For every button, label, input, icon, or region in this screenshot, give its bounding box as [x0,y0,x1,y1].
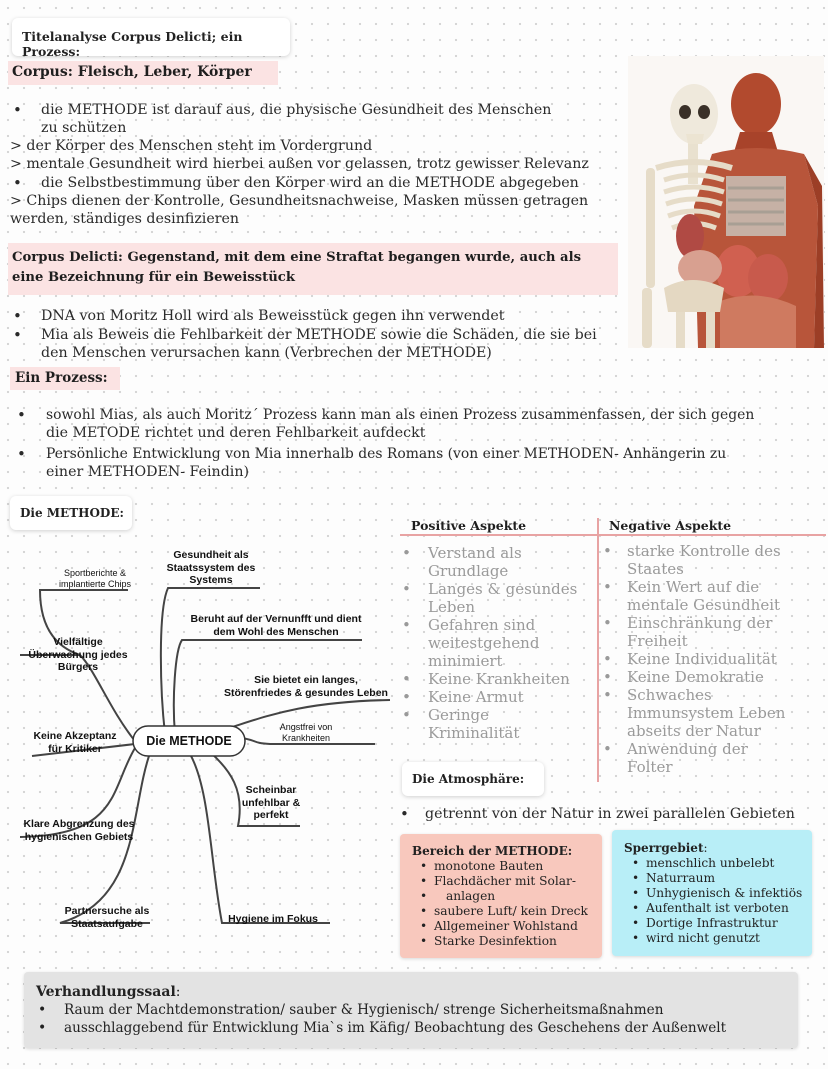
mindmap-node-sportberichte: Sportberichte & implantierte Chips [58,568,132,589]
atmosphaere-line: getrennt von der Natur in zwei parallelen Gebieten [425,806,795,822]
verhandlungssaal-title: Verhandlungssaal: [36,984,181,1000]
neg-line: Schwaches [627,686,712,704]
bullet-dot: • [38,1002,47,1018]
neg-line: starke Kontrolle des [627,542,781,560]
pos-line: Langes & gesundes [428,580,578,598]
methode-card-label: Die METHODE: [20,506,124,520]
atmosphaere-card [402,762,544,796]
sperrgebiet-item-cont: • wird nicht genutzt [646,931,828,946]
corpus-line-2: zu schützen [41,120,127,136]
corpus-line-6: > Chips dienen der Kontrolle, Gesundheitsnachweise, Masken müssen getragen [10,193,589,209]
mindmap-node-partnersuche: Partnersuche als Staatsaufgabe [64,905,150,930]
prozess-line-1: sowohl Mias, als auch Moritz´ Prozess kann man als einen Prozess zusammenfassen, der sich gegen [46,407,755,423]
mindmap-node-akzeptanz: Keine Akzeptanz für Kritiker [33,730,117,755]
bullet-dot: • [13,174,22,192]
verhandlungssaal-box [24,972,798,1048]
anatomy-image [628,56,824,348]
sperrgebiet-title: Sperrgebiet: [624,841,708,855]
corpus-line-1: die METHODE ist darauf aus, die physische Gesundheit des Menschen [41,102,552,118]
neg-bullet: • [603,542,612,560]
neg-bullet: • [603,740,612,758]
pos-line: Keine Krankheiten [428,670,570,688]
bullet-dot: • [13,307,22,325]
sperrgebiet-item: • Aufenthalt ist verboten [646,901,828,916]
negative-aspects-header: Negative Aspekte [609,518,732,533]
mindmap-node-hygiene: Hygiene im Fokus [228,913,318,925]
mindmap-node-abgrenzung: Klare Abgrenzung des hygienischen Gebiets [23,818,135,843]
pos-bullet: • [402,706,411,724]
pos-line: weitestgehend [428,634,540,652]
methode-area-item: • saubere Luft/ kein Dreck [434,904,624,919]
neg-line: Kein Wert auf die [627,578,760,596]
pos-line: Geringe [428,706,489,724]
anatomy-illustration [628,56,824,348]
delicti-line-3: den Menschen verursachen kann (Verbrechen der METHODE) [41,345,492,361]
bullet-dot: • [17,406,26,424]
neg-bullet: • [603,650,612,668]
bullet-dot: • [13,326,22,344]
pos-bullet: • [402,670,411,688]
mindmap-node-ueberwachung: Vielfältige Überwachung jedes Bürgers [28,636,128,673]
mindmap-node-scheinbar: Scheinbar unfehlbar & perfekt [241,784,301,821]
delicti-line-1: DNA von Moritz Holl wird als Beweisstück gegen ihn verwendet [41,308,505,324]
pos-bullet: • [402,688,411,706]
methode-area-box [400,834,602,958]
neg-bullet: • [603,668,612,686]
neg-line: Freiheit [627,632,688,650]
pos-line: minimiert [428,652,503,670]
aspects-horizontal-rule [400,534,826,536]
sperrgebiet-item: • Unhygienisch & infektiös [646,886,828,901]
prozess-line-2: die METODE richtet und deren Fehlbarkeit aufdeckt [46,425,426,441]
methode-area-item: • Starke Desinfektion [434,934,624,949]
corpus-line-4: > mentale Gesundheit wird hierbei außen vor gelassen, trotz gewisser Relevanz [10,156,589,172]
mindmap-node-vernunft: Beruht auf der Vernunfft und dient dem Wohl des Menschen [190,613,362,638]
neg-line: Keine Individualität [627,650,777,668]
sperrgebiet-item: • Dortige Infrastruktur [646,916,828,931]
methode-area-item: • Flachdächer mit Solar- [434,874,624,889]
page-title: Titelanalyse Corpus Delicti; ein Prozess: [22,29,243,59]
corpus-heading: Corpus: Fleisch, Leber, Körper [12,64,252,80]
methode-card [10,496,132,530]
neg-line: Folter [627,758,673,776]
bullet-dot: • [38,1020,47,1036]
neg-bullet: • [603,578,612,596]
title-card [12,18,290,59]
methode-area-item: • Allgemeiner Wohlstand [434,919,624,934]
sperrgebiet-box [612,830,812,956]
pos-line: Verstand als [428,544,522,562]
corpus-line-7: werden, ständiges desinfizieren [10,211,240,227]
verhandlungssaal-item: Raum der Machtdemonstration/ sauber & Hygienisch/ strenge Sicherheitsmaßnahmen [64,1002,664,1018]
bullet-dot: • [17,445,26,463]
prozess-line-3: Persönliche Entwicklung von Mia innerhalb des Romans (von einer METHODEN- Anhängerin zu [46,446,727,462]
corpus-line-3: > der Körper des Menschen steht im Vordergrund [10,138,373,154]
pos-line: Grundlage [428,562,509,580]
aspects-vertical-rule [597,518,599,782]
sperrgebiet-item: • Naturraum [646,871,828,886]
mindmap-node-langes-leben: Sie bietet ein langes, Störenfriedes & gesundes Leben [224,674,388,699]
mindmap-node-angstfrei: Angstfrei von Krankheiten [279,722,333,743]
pos-bullet: • [402,580,411,598]
sperrgebiet-item: • menschlich unbelebt [646,856,828,871]
verhandlungssaal-item: ausschlaggebend für Entwicklung Mia`s im Käfig/ Beobachtung des Geschehens der Außenwelt [64,1020,727,1036]
bullet-dot: • [400,805,409,823]
neg-line: Anwendung der [627,740,748,758]
pos-bullet: • [402,616,411,634]
pos-bullet: • [402,544,411,562]
neg-line: mentale Gesundheit [627,596,781,614]
methode-area-item-cont: • anlagen [434,889,624,904]
prozess-line-4: einer METHODEN- Feindin) [46,464,249,480]
atmosphaere-label: Die Atmosphäre: [412,772,525,786]
neg-line: abseits der Natur [627,722,761,740]
delicti-heading-2: eine Bezeichnung für ein Beweisstück [12,270,295,285]
mindmap-node-gesundheit: Gesundheit als Staatssystem des Systems [166,549,256,586]
pos-line: Gefahren sind [428,616,536,634]
corpus-line-5: die Selbstbestimmung über den Körper wird an die METHODE abgegeben [41,175,579,191]
methode-area-title: Bereich der METHODE: [412,844,573,858]
positive-aspects-header: Positive Aspekte [411,518,527,533]
mindmap-center: Die METHODE [146,734,232,748]
neg-line: Staates [627,560,684,578]
neg-line: Keine Demokratie [627,668,764,686]
delicti-heading-1: Corpus Delicti: Gegenstand, mit dem eine Straftat begangen wurde, auch als [12,250,582,265]
pos-line: Kriminalität [428,724,520,742]
pos-line: Keine Armut [428,688,524,706]
neg-line: Immunsystem Leben [627,704,786,722]
neg-bullet: • [603,614,612,632]
delicti-line-2: Mia als Beweis die Fehlbarkeit der METHODE sowie die Schäden, die sie bei [41,327,597,343]
pos-line: Leben [428,598,475,616]
bullet-dot: • [13,101,22,119]
prozess-heading: Ein Prozess: [15,370,108,386]
methode-area-item: • monotone Bauten [434,859,624,874]
neg-line: Einschränkung der [627,614,773,632]
neg-bullet: • [603,686,612,704]
